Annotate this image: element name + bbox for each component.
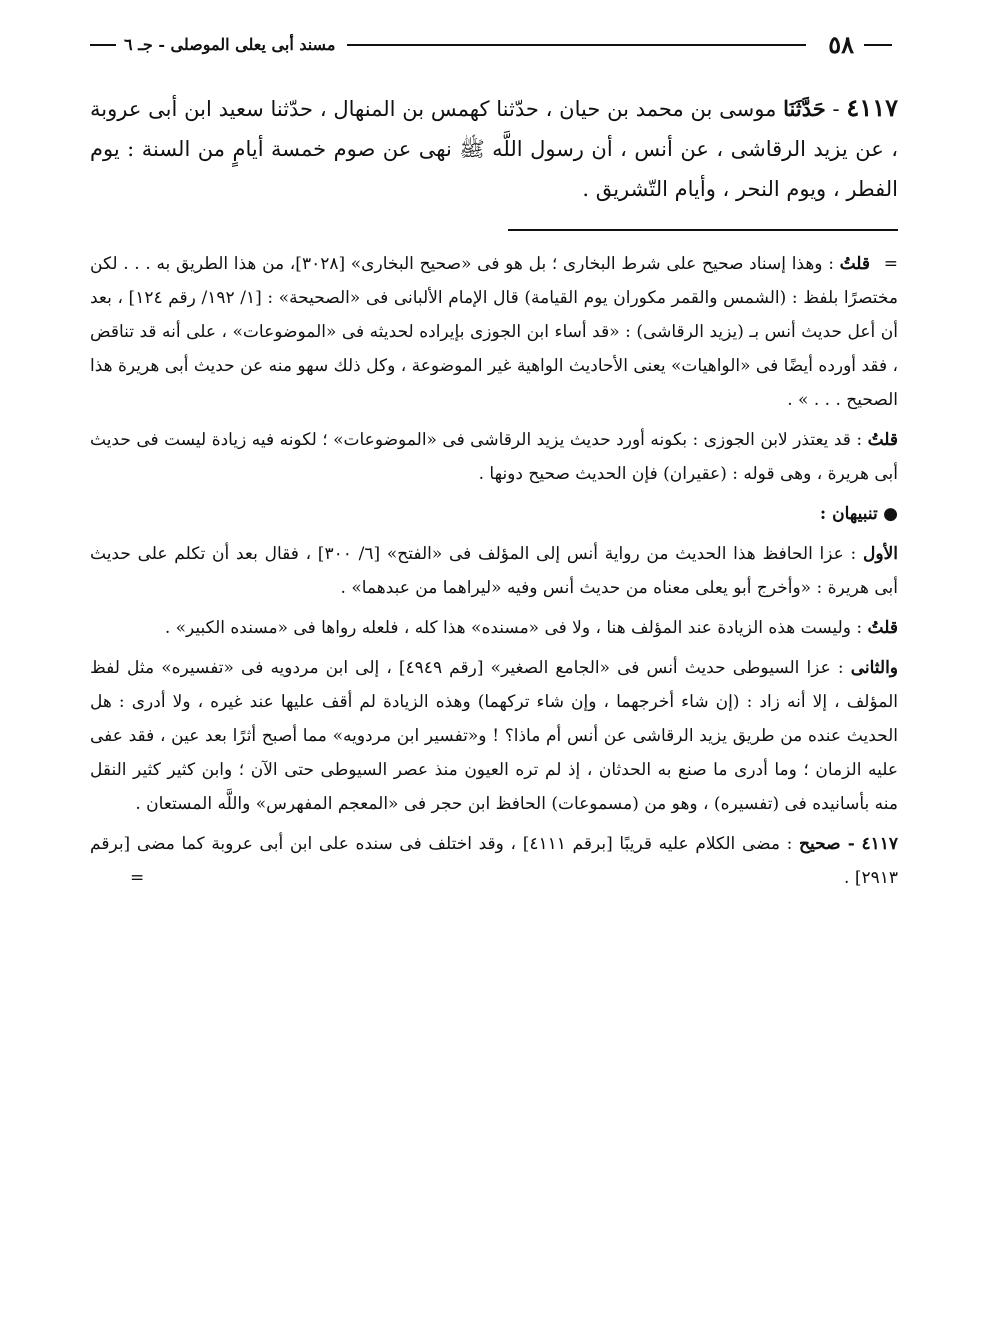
note-label: قلتُ <box>867 430 899 450</box>
hadith-lead-word: حَدَّثَنَا <box>783 96 826 121</box>
note-text: : وليست هذه الزيادة عند المؤلف هنا ، ولا فى «مسنده» هذا كله ، فلعله رواها فى «مسنده الكبير» . <box>164 618 863 638</box>
hadith-text: موسى بن محمد بن حيان ، حدّثنا كهمس بن المنهال ، حدّثنا سعيد ابن أبى عروبة ، عن يزيد الرقاشى ، عن أنس ، أن رسول اللَّه ﷺ نهى عن صوم خمسة أيامٍ من السنة : يوم الفطر ، ويوم النحر ، وأيام التّشريق . <box>90 97 898 201</box>
footnote-separator <box>508 229 898 231</box>
note-heading: تنبيهان : <box>819 504 878 524</box>
hadith-text-block <box>90 88 898 209</box>
running-title: مسند أبى يعلى الموصلى - جـ ٦ <box>124 35 336 54</box>
note-text: : مضى الكلام عليه قريبًا [برقم ٤١١١] ، وقد اختلف فى سنده على ابن أبى عروبة كما مضى [برقم ٢٩١٣] . <box>90 834 898 888</box>
header-rule <box>347 44 806 46</box>
header-end-dash <box>90 44 116 46</box>
note-paragraph-2 <box>90 423 898 491</box>
note-text: : قد يعتذر لابن الجوزى : بكونه أورد حديث يزيد الرقاشى فى «الموضوعات» ؛ لكونه فيه زيادة ليست فى حديث أبى هريرة ، وهى قوله : (عقيران) فإن الحديث صحيح دونها . <box>90 430 898 484</box>
note-number: ٤١١٧ <box>861 834 899 854</box>
hadith-number: ٤١١٧ <box>846 93 898 122</box>
note-text: : عزا الحافظ هذا الحديث من رواية أنس إلى المؤلف فى «الفتح» [٦/ ٣٠٠] ، فقال بعد أن تكلم على حديث أبى هريرة : «وأخرج أبو يعلى معناه من حديث أنس وفيه «ليراهما من عبدهما» . <box>90 544 898 598</box>
note-paragraph-7 <box>90 827 898 895</box>
note-paragraph-5 <box>90 611 898 645</box>
note-text: : وهذا إسناد صحيح على شرط البخارى ؛ بل هو فى «صحيح البخارى» [٣٠٢٨]، من هذا الطريق به . . . لكن مختصرًا بلفظ : (الشمس والقمر مكوران يوم القيامة) قال الإمام الألبانى فى «الصحيحة» : [١/ ١٩٢/ رقم ١٢٤] ، بعد أن أعل حديث أنس بـ (يزيد الرقاشى) : «قد أساء ابن الجوزى بإيراده لحديثه فى «الموضوعات» ، على أنه قد تناقض ، فقد أورده أيضًا فى «الواهيات» يعنى الأحاديث الواهية غير الموضوعة ، وكل ذلك سهو منه عن حديث أبى هريرة هذا الصحيح . . . » . <box>90 254 898 410</box>
note-paragraph-1 <box>90 247 898 417</box>
note-label: والثانى <box>850 658 899 678</box>
hadith-dash: - <box>832 97 840 121</box>
continuation-mark: = <box>883 254 898 274</box>
header-dash <box>864 44 892 46</box>
note-paragraph-3 <box>90 497 898 531</box>
continuation-mark-end: = <box>130 868 145 888</box>
note-text: : عزا السيوطى حديث أنس فى «الجامع الصغير» [رقم ٤٩٤٩] ، إلى ابن مردويه فى «تفسيره» مثل لفظ المؤلف ، إلا أنه زاد : (إن شاء أخرجهما ، وإن شاء تركهما) وهذه الزيادة لم أقف عليها عند غيره ، ولا أدرى : هل الحديث عنده من طريق يزيد الرقاشى عن أنس أم ماذا؟ ! و«تفسير ابن مردويه» مما أصبح أثرًا بعد عين ، فقد عفى عليه الزمان ؛ وما أدرى ما صنع به الحدثان ، إذ لم تره العيون منذ عصر السيوطى حتى الآن ؛ وابن كثير كثير النقل منه بأسانيده فى (تفسيره) ، وهو من (مسموعات) الحافظ ابن حجر فى «المعجم المفهرس» واللَّه المستعان . <box>90 658 898 814</box>
note-label: قلتُ <box>839 254 871 274</box>
bullet-icon: ● <box>883 504 898 524</box>
page-header <box>90 28 898 62</box>
note-paragraph-6 <box>90 651 898 821</box>
footnotes-block <box>90 247 898 895</box>
note-label: قلتُ <box>867 618 898 638</box>
note-label: الأول <box>863 544 898 564</box>
page-number: ٥٨ <box>828 30 854 59</box>
note-label: - صحيح <box>799 834 855 854</box>
note-paragraph-4 <box>90 537 898 605</box>
